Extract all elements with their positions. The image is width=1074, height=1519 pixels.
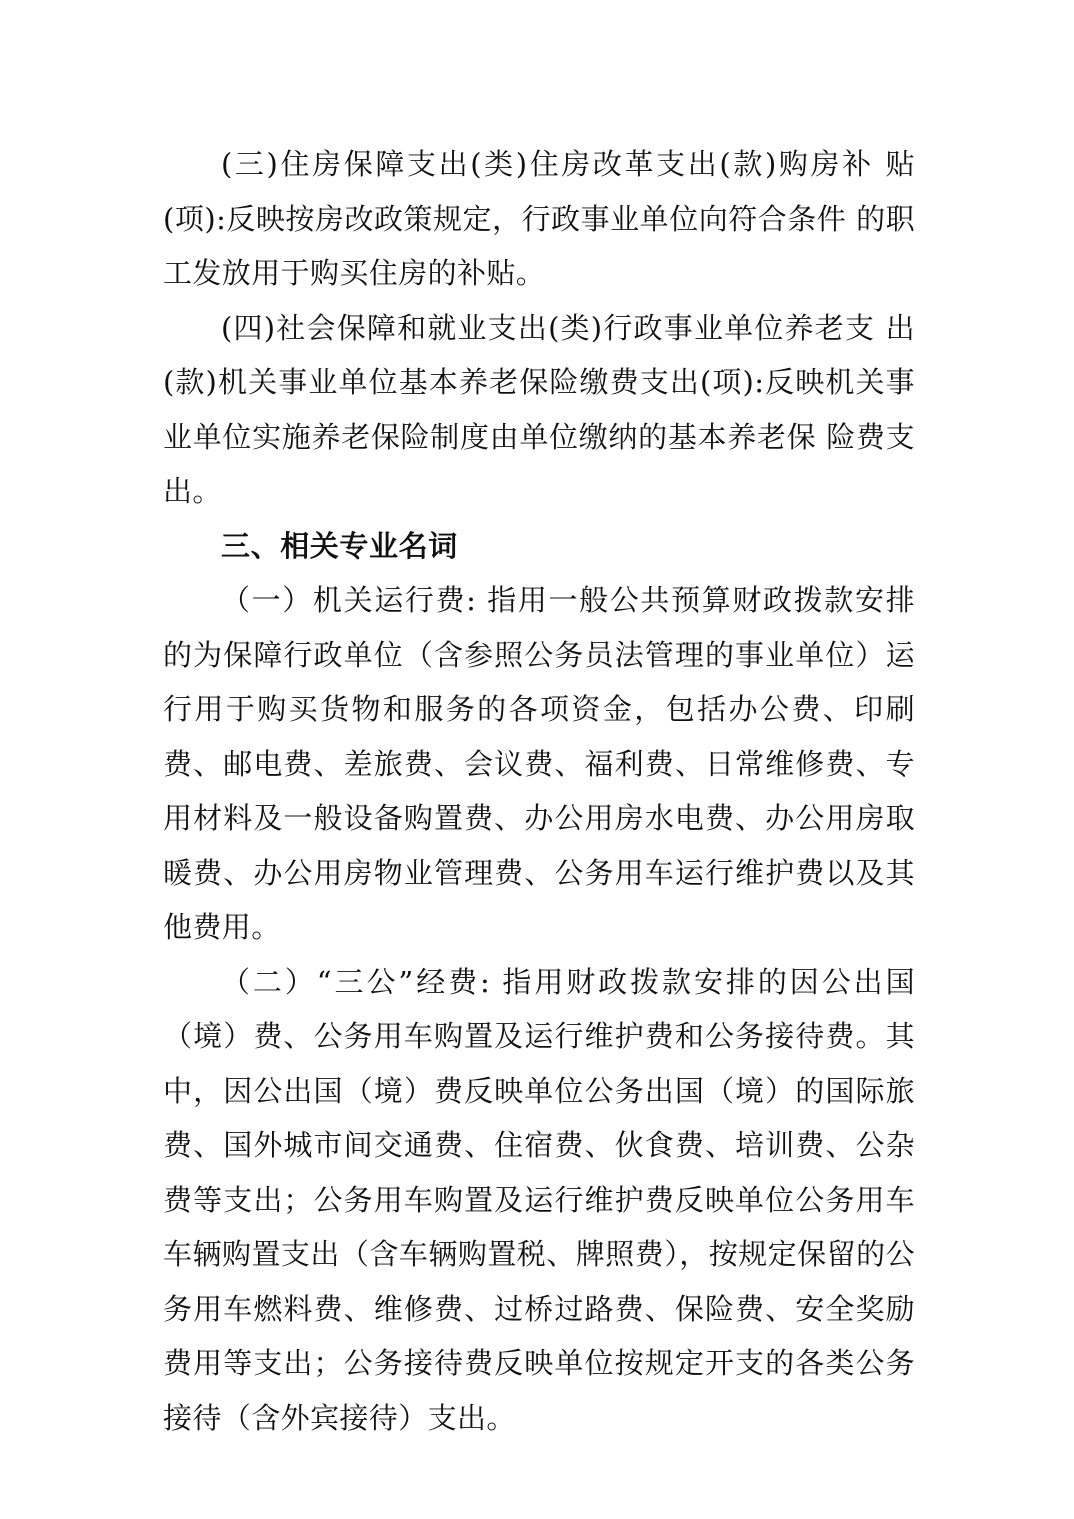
document-body xyxy=(163,137,915,1445)
paragraph-term-three-public-expenses: （二）“三公”经费: 指用财政拨款安排的因公出国（境）费、公务用车购置及运行维护费和公务接待费。其中，因公出国（境）费反映单位公务出国（境）的国际旅费、国外城市间交通费、住宿费、伙食费、培训费、公杂费等支出；公务用车购置及运行维护费反映单位公务用车车辆购置支出（含车辆购置税、牌照费），按规定保留的公务用车燃料费、维修费、过桥过路费、保险费、安全奖励费用等支出；公务接待费反映单位按规定开支的各类公务接待（含外宾接待）支出。 xyxy=(163,964,915,1435)
paragraph-pension-insurance: (四)社会保障和就业支出(类)行政事业单位养老支 出(款)机关事业单位基本养老保险缴费支出(项):反映机关事业单位实施养老保险制度由单位缴纳的基本养老保 险费支出。 xyxy=(163,310,915,508)
paragraph-term-operating-costs: （一）机关运行费: 指用一般公共预算财政拨款安排的为保障行政单位（含参照公务员法管理的事业单位）运行用于购买货物和服务的各项资金，包括办公费、印刷费、邮电费、差旅费、会议费、福利费、日常维修费、专用材料及一般设备购置费、办公用房水电费、办公用房取暖费、办公用房物业管理费、公务用车运行维护费以及其他费用。 xyxy=(163,583,915,944)
paragraph-housing-subsidy: (三)住房保障支出(类)住房改革支出(款)购房补 贴(项):反映按房改政策规定，行政事业单位向符合条件 的职工发放用于购买住房的补贴。 xyxy=(163,147,915,290)
section-heading-terms: 三、相关专业名词 xyxy=(221,528,458,563)
